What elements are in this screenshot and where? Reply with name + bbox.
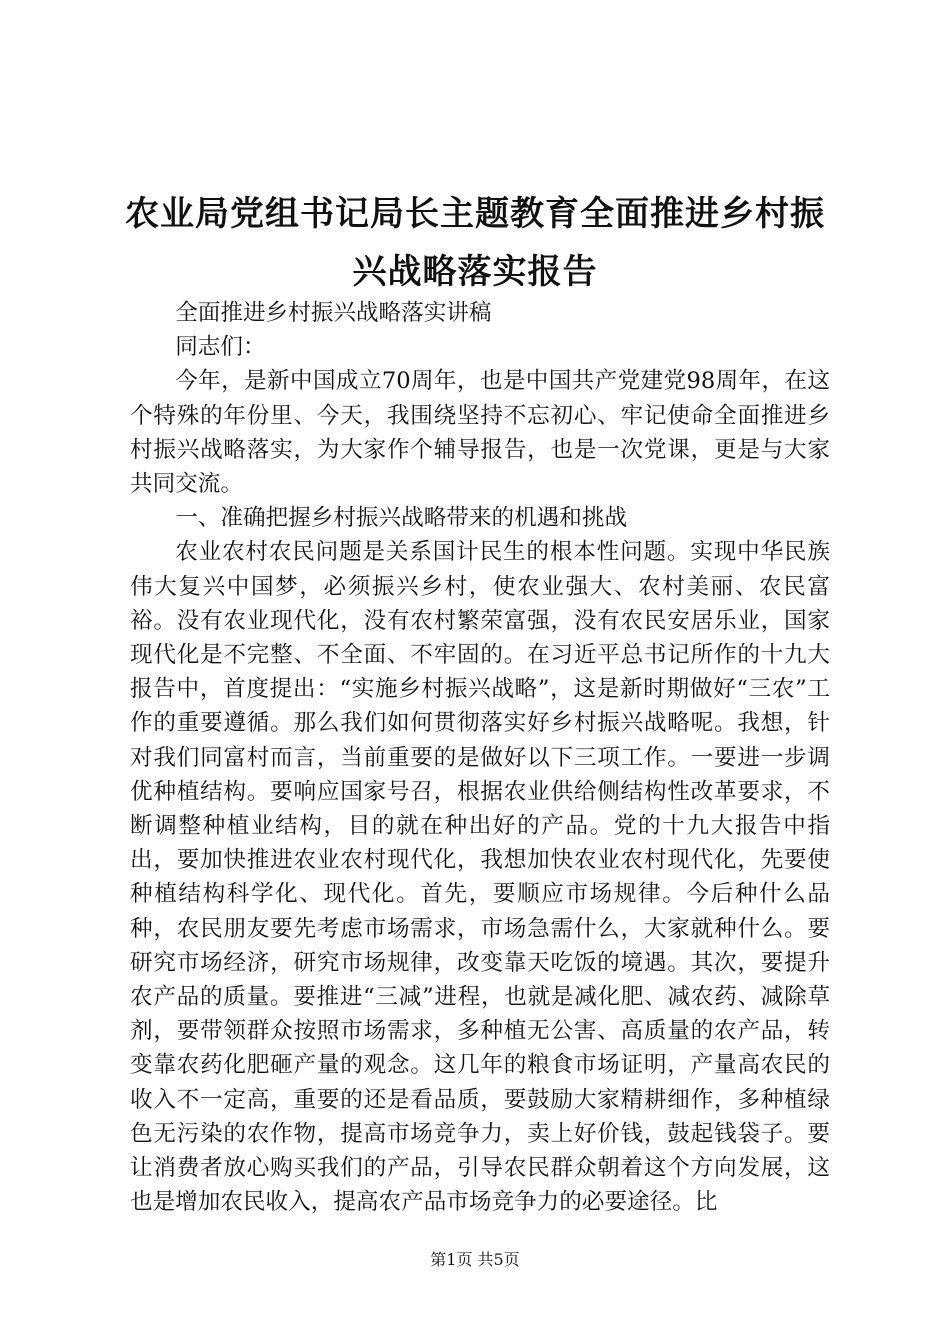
document-title-line-1: 农业局党组书记局长主题教育全面推进乡村振 xyxy=(125,194,825,234)
page-number-footer: 第1页 共5页 xyxy=(430,1250,520,1269)
section-heading-1: 一、准确把握乡村振兴战略带来的机遇和挑战 xyxy=(175,505,628,532)
salutation: 同志们： xyxy=(175,334,266,361)
paragraph-main: 农业农村农民问题是关系国计民生的根本性问题。实现中华民族伟大复兴中国梦，必须振兴乡村，使农业强大、农村美丽、农民富裕。没有农业现代化，没有农村繁荣富强，没有农民安居乐业，国家现代化是不完整、不全面、不牢固的。在习近平总书记所作的十九大报告中，首度提出：“实施乡村振兴战略”，这是新时期做好“三农”工作的重要遵循。那么我们如何贯彻落实好乡村振兴战略呢。我想，针对我们同富村而言，当前重要的是做好以下三项工作。一要进一步调优种植结构。要响应国家号召，根据农业供给侧结构性改革要求，不断调整种植业结构，目的就在种出好的产品。党的十九大报告中指出，要加快推进农业农村现代化，我想加快农业农村现代化，先要使种植结构科学化、现代化。首先，要顺应市场规律。今后种什么品种，农民朋友要先考虑市场需求，市场急需什么，大家就种什么。要研究市场经济，研究市场规律，改变靠天吃饭的境遇。其次，要提升农产品的质量。要推进“三减”进程，也就是减化肥、减农药、减除草剂，要带领群众按照市场需求，多种植无公害、高质量的农产品，转变靠农药化肥砸产量的观念。这几年的粮食市场证明，产量高农民的收入不一定高，重要的还是看品质，要鼓励大家精耕细作，多种植绿色无污染的农作物，提高市场竞争力，卖上好价钱，鼓起钱袋子。要让消费者放心购买我们的产品，引导农民群众朝着这个方向发展，这也是增加农民收入，提高农产品市场竞争力的必要途径。比 xyxy=(130,539,830,1216)
document-body xyxy=(130,296,830,1219)
paragraph-intro: 今年，是新中国成立70周年，也是中国共产党建党98周年，在这个特殊的年份里、今天，我围绕坚持不忘初心、牢记使命全面推进乡村振兴战略落实，为大家作个辅导报告，也是一次党课，更是与大家共同交流。 xyxy=(130,368,830,498)
document-title-line-2: 兴战略落实报告 xyxy=(352,252,598,292)
document-subtitle: 全面推进乡村振兴战略落实讲稿 xyxy=(175,300,492,326)
